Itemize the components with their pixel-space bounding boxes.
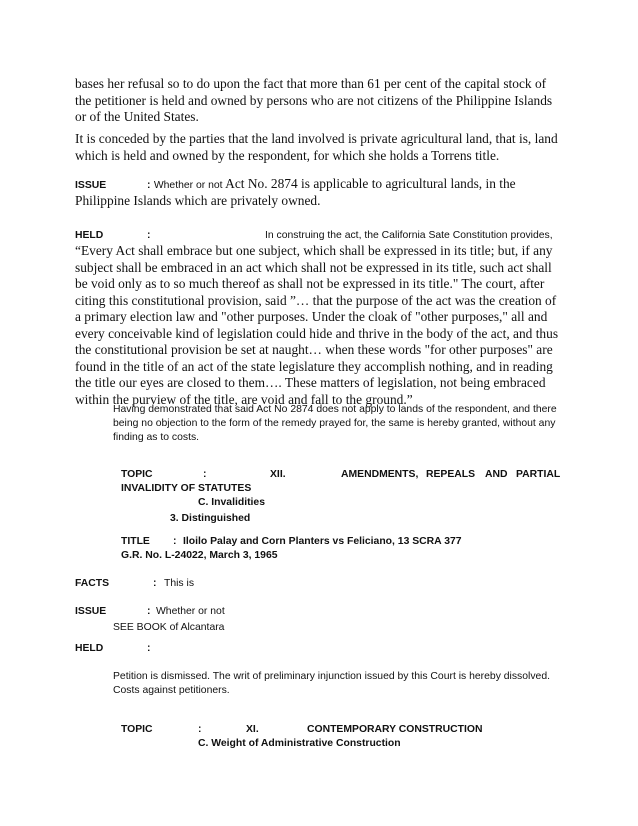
paragraph-conceded: It is conceded by the parties that the land involved is private agricultural land, that is, land which is held and owned by the respondent, for which she holds a Torrens title. <box>75 131 558 163</box>
title-colon: : <box>173 536 177 547</box>
topic-line2: INVALIDITY OF STATUTES <box>121 483 252 494</box>
title-header <box>113 535 563 549</box>
held-colon: : <box>147 230 151 241</box>
held-conclusion: Having demonstrated that said Act No 2874 does not apply to lands of the respondent, and there being no objection to the form of the remedy prayed for, the same is hereby granted, without any finding as to costs. <box>113 404 557 443</box>
issue-colon: : <box>147 180 151 191</box>
topic2-label: TOPIC <box>121 724 153 735</box>
topic2-text: CONTEMPORARY CONSTRUCTION <box>307 724 483 735</box>
held2-conclusion: Petition is dismissed. The writ of preliminary injunction issued by this Court is hereby dissolved. Costs against petitioners. <box>113 671 550 696</box>
held-section <box>75 229 563 408</box>
paragraph-refusal: bases her refusal so to do upon the fact that more than 61 per cent of the capital stock of the petitioner is held and owned by persons who are not citizens of the Philippine Islands or of the United States. <box>75 76 553 124</box>
topic-word-repeals: REPEALS <box>426 469 476 480</box>
held2-section <box>75 642 275 656</box>
held-label: HELD <box>75 230 104 241</box>
held-header <box>75 229 563 243</box>
topic2-sub-weight: C. Weight of Administrative Construction <box>198 738 401 749</box>
topic-word-and: AND <box>485 469 508 480</box>
topic2-header <box>113 723 563 737</box>
issue2-text: Whether or not <box>156 606 225 617</box>
held2-colon: : <box>147 643 151 654</box>
held2-label: HELD <box>75 643 104 654</box>
title-section <box>113 535 563 563</box>
topic-word-partial: PARTIAL <box>516 469 561 480</box>
topic2-section <box>113 723 563 751</box>
topic-number: XII. <box>270 469 286 480</box>
issue-label: ISSUE <box>75 180 107 191</box>
facts-text: This is <box>164 578 195 589</box>
topic-label: TOPIC <box>121 469 153 480</box>
facts-section <box>75 577 375 591</box>
topic-sub-invalidities: C. Invalidities <box>198 497 265 508</box>
facts-label: FACTS <box>75 578 110 589</box>
topic-section <box>113 468 563 526</box>
issue2-see-book: SEE BOOK of Alcantara <box>113 622 225 633</box>
title-gr-number: G.R. No. L-24022, March 3, 1965 <box>121 550 278 561</box>
title-label: TITLE <box>121 536 150 547</box>
topic-word-amendments: AMENDMENTS, <box>341 469 419 480</box>
held-text: “Every Act shall embrace but one subject, which shall be expressed in its title; but, if any subject shall be embraced in an act which shall not be expressed in its title, such act shall be void only as to so much thereof as shall not be expressed in its title." The court, after citing this constitutional provision, said ”… that the purpose of the act was the creation of a primary election law and "other purposes. Under the cloak of "other purposes," all and every conceivable kind of legislation could hide and thrive in the body of the act, and thus the constitutional provision be set at naught… when these words "for other purposes" are found in the title of an act of the state legislature they accomplish nothing, and in reading the title our eyes are closed to them…. These matters of legislation, not being embraced within the purview of the title, are void and fall to the ground.” <box>75 243 559 407</box>
held-lead-text: In construing the act, the California Sate Constitution provides, <box>265 230 553 241</box>
issue2-colon: : <box>147 606 151 617</box>
issue-text: Act No. 2874 is applicable to agricultural lands, in the Philippine Islands which are privately owned. <box>75 176 516 208</box>
topic2-colon: : <box>198 724 202 735</box>
issue-lead-text: Whether or not <box>153 180 223 191</box>
issue2-section <box>75 605 475 635</box>
topic-header <box>113 468 563 482</box>
title-case-name: Iloilo Palay and Corn Planters vs Feliciano, 13 SCRA 377 <box>183 536 462 547</box>
topic2-number: XI. <box>246 724 259 735</box>
topic-colon: : <box>203 469 207 480</box>
topic-sub-distinguished: 3. Distinguished <box>170 513 251 524</box>
issue2-label: ISSUE <box>75 606 107 617</box>
facts-colon: : <box>153 578 157 589</box>
issue-section <box>75 176 563 210</box>
